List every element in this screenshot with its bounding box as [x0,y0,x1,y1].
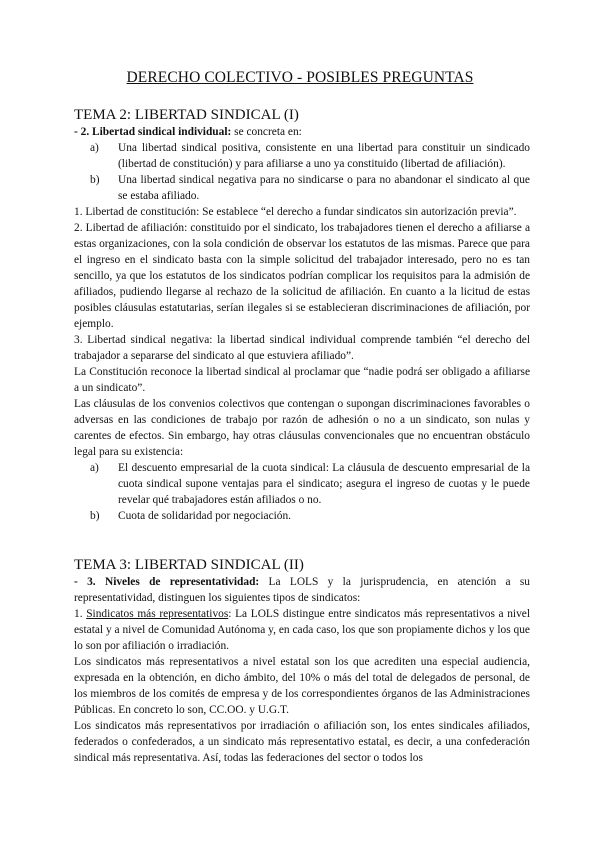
list-item [74,508,530,524]
list-item-text: El descuento empresarial de la cuota sindical: La cláusula de descuento empresarial de la cuota sindical supone ventajas para el sindicato; asegura el ingreso de cuotas y le puede revelar qué trabajadores están afiliados o no. [118,462,530,506]
list-marker: a) [90,142,99,154]
section-tema-3 [74,556,530,766]
list-item [74,172,530,204]
list-marker: b) [90,174,100,186]
paragraph-libertad-constitucion: 1. Libertad de constitución: Se establece “el derecho a fundar sindicatos sin autorización previa”. [74,206,517,218]
underlined-term: Sindicatos más representativos [86,608,229,620]
paragraph-nivel-estatal: Los sindicatos más representativos a nivel estatal son los que acrediten una especial audiencia, expresada en la obtención, en dicho ámbito, del 10% o más del total de delegados de personal, de los miembros de los comités de empresa y de los correspondientes órganos de las Administraciones Públicas. En concreto lo son, CC.OO. y U.G.T. [74,656,530,716]
paragraph-constitucion: La Constitución reconoce la libertad sindical al proclamar que “nadie podrá ser obligado a afiliarse a un sindicato”. [74,366,530,394]
paragraph-prefix: 1. [74,608,87,620]
list-item [74,140,530,172]
paragraph-libertad-afiliacion: 2. Libertad de afiliación: constituido por el sindicato, los trabajadores tienen el derecho a afiliarse a estas organizaciones, con la sola condición de observar los estatutos de las mismas. Parece que para el ingreso en el sindicato basta con la simple solicitud del trabajador interesado, pero no es tan sencillo, ya que los estatutos de los sindicatos podrían complicar los requisitos para la admisión de afiliados, pudiendo llegarse al rechazo de la solicitud de afiliación. En cuanto a la licitud de estas posibles cláusulas estatutarias, serían ilegales si se establecieran discriminaciones de afiliación, por ejemplo. [74,222,530,330]
tema-2-heading: TEMA 2: LIBERTAD SINDICAL (I) [74,107,299,123]
tema-2-subheading-text: se concreta en: [231,126,302,138]
list-marker: b) [90,510,100,522]
paragraph-clausulas: Las cláusulas de los convenios colectivos que contengan o supongan discriminaciones favorables o adversas en las condiciones de trabajo por razón de adhesión o no a un sindicato, son nulas y carentes de efectos. Sin embargo, hay otras cláusulas convencionales que no encuentran obstáculo legal para su existencia: [74,398,530,458]
tema-2-subheading-bold: - 2. Libertad sindical individual: [74,126,232,138]
list-item-text: Cuota de solidaridad por negociación. [118,510,292,522]
paragraph-rest: : La LOLS distingue entre sindicatos más representativos a nivel estatal y a nivel de Comunidad Autónoma y, en cada caso, los que son propiamente dichos y los que lo son por afiliación o irradiación. [74,608,531,652]
tema-3-subheading [74,574,530,606]
list-item-text: Una libertad sindical positiva, consistente en una libertad para constituir un sindicado (libertad de constitución) y para afiliarse a uno ya constituido (libertad de afiliación). [118,142,530,170]
list-item [74,460,530,508]
tema-3-subheading-text: La LOLS y la jurisprudencia, en atención a su representatividad, distinguen los siguientes tipos de sindicatos: [74,576,530,604]
section-tema-2 [74,106,530,524]
tema-2-subheading [74,124,530,140]
paragraph-sindicatos-mas-representativos [74,606,530,654]
tema-3-heading: TEMA 3: LIBERTAD SINDICAL (II) [74,557,304,573]
paragraph-libertad-negativa: 3. Libertad sindical negativa: la libertad sindical individual comprende también “el derecho del trabajador a separarse del sindicato al que estuviera afiliado”. [74,334,530,362]
tema-3-subheading-bold: - 3. Niveles de representatividad: [74,576,260,588]
document-title: DERECHO COLECTIVO - POSIBLES PREGUNTAS [126,69,474,86]
paragraph-irradiacion: Los sindicatos más representativos por irradiación o afiliación son, los entes sindicales afiliados, federados o confederados, a un sindicato más representativo estatal, es decir, a una confederación sindical más representativa. Así, todas las federaciones del sector o todos los [74,720,530,764]
list-item-text: Una libertad sindical negativa para no sindicarse o para no abandonar el sindicato al que se estaba afiliado. [118,174,530,202]
list-marker: a) [90,462,99,474]
